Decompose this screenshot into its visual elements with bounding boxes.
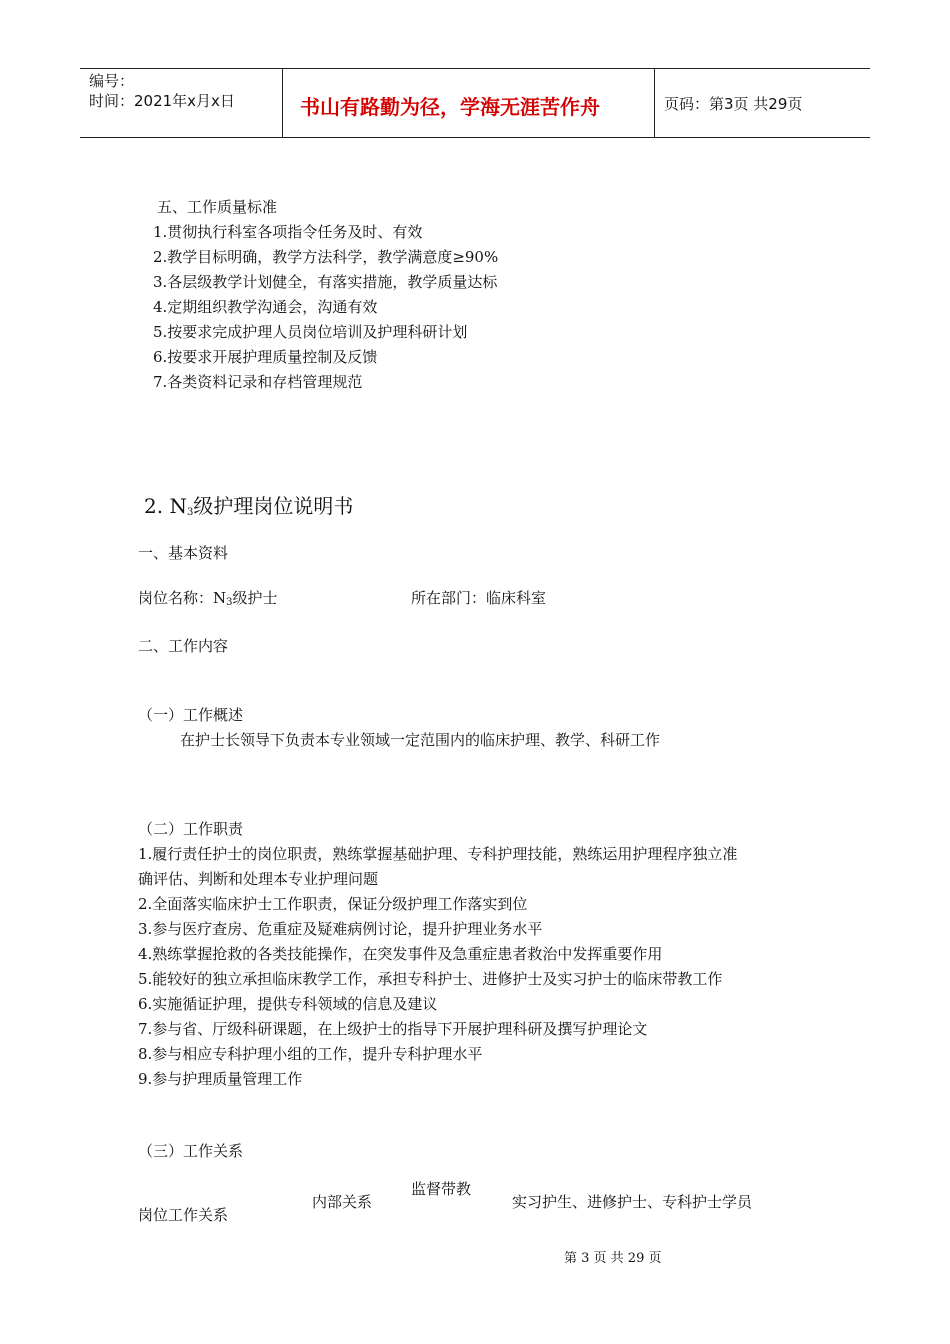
post-relation-label: 岗位工作关系 — [138, 1206, 229, 1224]
quality-item: 4.定期组织教学沟通会，沟通有效 — [153, 298, 378, 316]
post-name-prefix: 岗位名称：N — [138, 589, 227, 607]
document-title-prefix: 2. N — [144, 494, 187, 518]
header-page-info: 页码：第3页 共29页 — [664, 95, 803, 113]
quality-item: 6.按要求开展护理质量控制及反馈 — [153, 348, 378, 366]
header-divider — [282, 69, 283, 137]
post-name — [138, 586, 278, 615]
basic-heading: 一、基本资料 — [138, 544, 229, 562]
duty-item: 6.实施循证护理，提供专科领域的信息及建议 — [138, 995, 438, 1013]
duty-item: 9.参与护理质量管理工作 — [138, 1070, 303, 1088]
duty-item: 4.熟练掌握抢救的各类技能操作，在突发事件及急重症患者救治中发挥重要作用 — [138, 945, 663, 963]
duty-item: 5.能较好的独立承担临床教学工作，承担专科护士、进修护士及实习护士的临床带教工作 — [138, 970, 723, 988]
duty-item: 1.履行责任护士的岗位职责，熟练掌握基础护理、专科护理技能，熟练运用护理程序独立准 — [138, 845, 738, 863]
duties-heading: （二）工作职责 — [138, 820, 244, 838]
duty-item: 8.参与相应专科护理小组的工作，提升专科护理水平 — [138, 1045, 483, 1063]
quality-item: 7.各类资料记录和存档管理规范 — [153, 373, 363, 391]
overview-heading: （一）工作概述 — [138, 706, 244, 724]
time-label: 时间：2021年x月x日 — [89, 92, 235, 110]
header-motto: 书山有路勤为径，学海无涯苦作舟 — [300, 95, 600, 119]
internal-relation-label: 内部关系 — [312, 1193, 373, 1211]
document-title-suffix: 级护理岗位说明书 — [193, 494, 354, 518]
duty-item: 7.参与省、厅级科研课题，在上级护士的指导下开展护理科研及撰写护理论文 — [138, 1020, 648, 1038]
duty-item: 3.参与医疗查房、危重症及疑难病例讨论，提升护理业务水平 — [138, 920, 543, 938]
quality-item: 2.教学目标明确，教学方法科学，教学满意度≥90% — [153, 248, 499, 266]
quality-item: 5.按要求完成护理人员岗位培训及护理科研计划 — [153, 323, 468, 341]
relation-targets: 实习护生、进修护士、专科护士学员 — [512, 1193, 753, 1211]
quality-item: 1.贯彻执行科室各项指令任务及时、有效 — [153, 223, 423, 241]
serial-label: 编号： — [89, 72, 135, 90]
quality-item: 3.各层级教学计划健全，有落实措施，教学质量达标 — [153, 273, 498, 291]
quality-heading: 五、工作质量标准 — [157, 198, 278, 216]
supervise-label: 监督带教 — [411, 1180, 472, 1198]
overview-text: 在护士长领导下负责本专业领域一定范围内的临床护理、教学、科研工作 — [180, 731, 661, 749]
relations-heading: （三）工作关系 — [138, 1142, 244, 1160]
post-name-suffix: 级护士 — [232, 589, 278, 607]
content-heading: 二、工作内容 — [138, 637, 229, 655]
duty-item: 2.全面落实临床护士工作职责，保证分级护理工作落实到位 — [138, 895, 528, 913]
post-name-subscript: 3 — [226, 597, 233, 608]
header-divider — [654, 69, 655, 137]
duty-item: 确评估、判断和处理本专业护理问题 — [138, 870, 379, 888]
page-footer: 第 3 页 共 29 页 — [564, 1251, 662, 1266]
document-title — [144, 490, 353, 519]
document-title-subscript: 3 — [186, 507, 194, 518]
department: 所在部门：临床科室 — [411, 589, 547, 607]
